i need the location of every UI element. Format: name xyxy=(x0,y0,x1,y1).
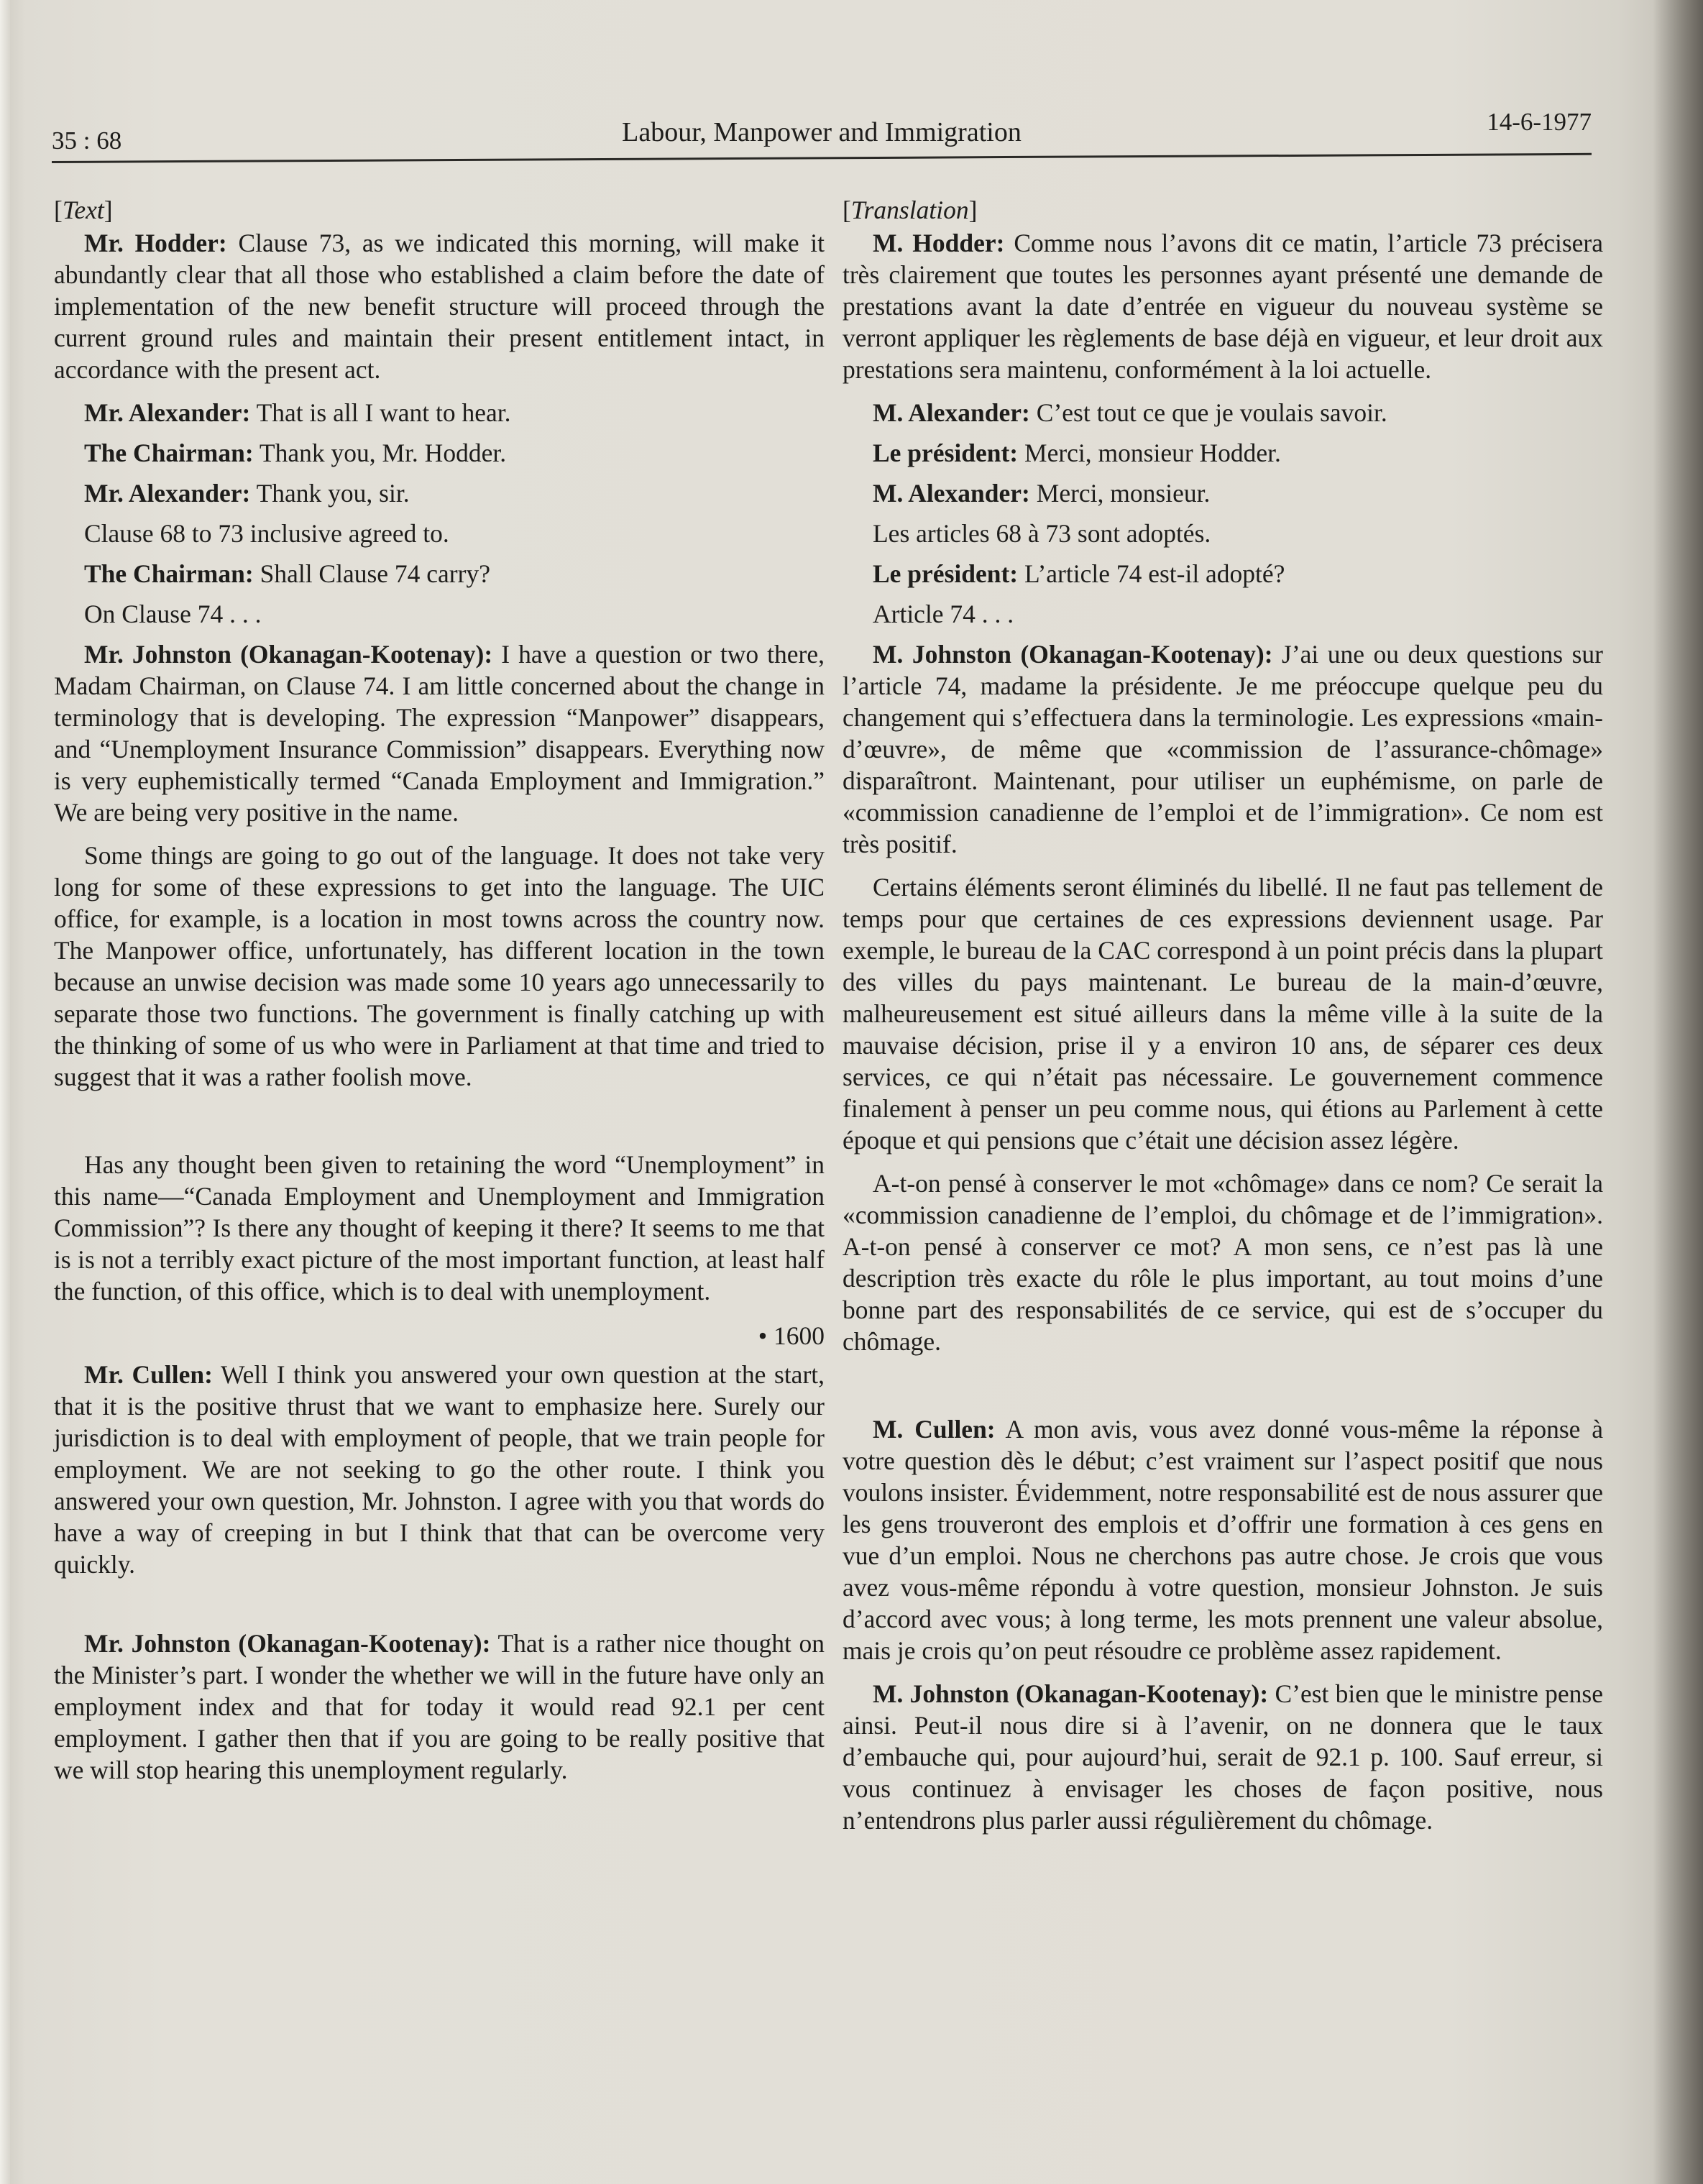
speaker-name: The Chairman: xyxy=(84,559,254,588)
speech-text: A mon avis, vous avez donné vous-même la réponse à votre question dès le début; c’est vraiment sur l’aspect positif que nous voulons insister. Évidemment, notre responsabilité est de nous assurer que les gens trouveront des emplois et d’offrir une formation à ces gens en vue d’un emploi. Nous ne cherchons pas autre chose. Je crois que vous avez vous-même répondu à votre question, monsieur Johnston. Je suis d’accord avec vous; à long terme, les mots prennent une valeur absolue, mais je crois qu’on peut résoudre ce problème assez rapidement. xyxy=(843,1415,1604,1665)
paragraph: Some things are going to go out of the language. It does not take very long for some of these expressions to get into the language. The UIC office, for example, is a location in most towns across the country now. The Manpower office, unfortunately, has different location in the town because an unwise decision was made some 10 years ago unnecessarily to separate those two functions. The government is finally catching up with the thinking of some of us who were in Parliament at that time and tried to suggest that it was a rather foolish move. xyxy=(54,841,825,1091)
speaker-name: M. Cullen: xyxy=(873,1415,996,1444)
speaker-name: Mr. Cullen: xyxy=(84,1360,213,1389)
speaker-name: M. Hodder: xyxy=(873,229,1005,257)
paragraph xyxy=(54,558,825,589)
speech-text: J’ai une ou deux questions sur l’article 74, madame la présidente. Je me préoccupe quelque peu du changement qui s’effectuera dans la terminologie. Les expressions «main-d’œuvre», de même que «commission de l’assurance-chômage» disparaîtront. Maintenant, pour utiliser un euphémisme, on parle de «commission canadienne de l’emploi et de l’immigration». Ce nom est très positif. xyxy=(843,640,1603,858)
speaker-name: M. Alexander: xyxy=(873,398,1030,427)
paragraph xyxy=(843,437,1603,469)
paragraph xyxy=(54,437,825,469)
paragraph: Certains éléments seront éliminés du libellé. Il ne faut pas tellement de temps pour que certaines de ces expressions deviennent usage. Par exemple, le bureau de la CAC correspond à un point précis dans la plupart des villes du pays maintenant. Le bureau de la main-d’œuvre, malheureusement est situé ailleurs dans la même ville à la suite de la mauvaise décision, prise il y a environ 10 ans, de séparer ces deux services, ce qui n’était pas nécessaire. Le gouvernement commence finalement à penser un peu comme nous, qui étions au Parlement à cette époque et qui pensions que c’était une décision assez légère. xyxy=(843,873,1603,1155)
speaker-name: Mr. Johnston (Okanagan-Kootenay): xyxy=(84,640,493,669)
book-gutter-shadow xyxy=(1653,0,1703,2184)
speaker-name: The Chairman: xyxy=(84,439,254,467)
paragraph xyxy=(54,397,825,428)
paragraph xyxy=(54,638,825,828)
time-marker: • 1600 xyxy=(758,1321,825,1350)
procedural-note: Clause 68 to 73 inclusive agreed to. xyxy=(84,519,449,548)
speech-text: Thank you, sir. xyxy=(250,479,410,508)
speech-text: I have a question or two there, Madam Chairman, on Clause 74. I am little concerned about the change in terminology that is developing. The expression “Manpower” disappears, and “Unemployment Insurance Commission” disappears. Everything now is very euphemistically termed “Canada Employment and Immigration.” We are being very positive in the name. xyxy=(54,640,825,827)
speech-text: C’est bien que le ministre pense ainsi. Peut-il nous dire si à l’avenir, on ne donnera que le taux d’embauche qui, pour aujourd’hui, serait de 92.1 p. 100. Sauf erreur, si vous continuez à envisager les choses de façon positive, nous n’entendrons plus parler aussi régulièrement du chômage. xyxy=(843,1679,1603,1835)
header-date: 14-6-1977 xyxy=(1487,108,1592,136)
text-tag: [Text] xyxy=(54,196,113,224)
speech-text: C’est tout ce que je voulais savoir. xyxy=(1029,398,1387,427)
speech-text: Shall Clause 74 carry? xyxy=(253,559,490,588)
procedural-note: Article 74 . . . xyxy=(873,600,1014,628)
english-column xyxy=(54,194,825,1797)
paragraph xyxy=(843,638,1603,860)
speaker-name: Mr. Alexander: xyxy=(84,479,251,508)
speaker-name: Mr. Johnston (Okanagan-Kootenay): xyxy=(84,1629,491,1658)
speaker-name: M. Johnston (Okanagan-Kootenay): xyxy=(873,640,1273,669)
paragraph xyxy=(843,558,1603,589)
speech-text: That is all I want to hear. xyxy=(250,398,511,427)
speech-text: Merci, monsieur Hodder. xyxy=(1018,439,1281,467)
speech-text: Merci, monsieur. xyxy=(1029,479,1211,508)
speaker-name: Le président: xyxy=(873,559,1019,588)
paragraph xyxy=(54,1359,825,1580)
paragraph: A-t-on pensé à conserver le mot «chômage» dans ce nom? Ce serait la «commission canadienne de l’emploi, du chômage et de l’immigration». A-t-on pensé à conserver ce mot? A mon sens, ce n’est pas là une description très exacte du rôle le plus important, au tout moins d’une bonne part des responsabilités de ce service, qui est de s’occuper du chômage. xyxy=(843,1169,1603,1356)
speaker-name: M. Alexander: xyxy=(873,479,1030,508)
translation-tag-label: Translation xyxy=(850,196,969,224)
procedural-note: On Clause 74 . . . xyxy=(84,600,262,628)
page-number: 35 : 68 xyxy=(52,127,122,155)
speaker-name: Mr. Alexander: xyxy=(84,398,251,427)
translation-tag: [Translation] xyxy=(843,196,978,224)
paragraph xyxy=(54,227,825,385)
paragraph: Has any thought been given to retaining the word “Unemployment” in this name—“Canada Employment and Unemployment and Immigration Commission”? Is there any thought of keeping it there? It seems to me that is is not a terribly exact picture of the most important function, at least half the function, of this office, which is to deal with unemployment. xyxy=(54,1150,825,1306)
page-left-edge xyxy=(0,0,10,2184)
paragraph xyxy=(54,477,825,509)
paragraph xyxy=(843,397,1603,428)
paragraph xyxy=(843,227,1603,385)
speaker-name: Mr. Hodder: xyxy=(84,229,227,257)
speech-text: That is a rather nice thought on the Minister’s part. I wonder the whether we will in the future have only an employment index and that for today it would read 92.1 per cent employment. I gather then that if you are going to be really positive that we will stop hearing this unemployment regularly. xyxy=(54,1629,825,1784)
procedural-note: Les articles 68 à 73 sont adoptés. xyxy=(873,519,1211,548)
paragraph xyxy=(843,1413,1603,1666)
speech-text: Well I think you answered your own question at the start, that it is the positive thrust that we want to emphasize here. Surely our jurisdiction is to deal with employment of people, that we train people for employment. We are not seeking to go the other route. I think you answered your own question, Mr. Johnston. I agree with you that words do have a way of creeping in but I think that that can be overcome very quickly. xyxy=(54,1360,825,1579)
speaker-name: M. Johnston (Okanagan-Kootenay): xyxy=(873,1679,1269,1708)
french-column xyxy=(843,194,1603,1848)
speech-text: Comme nous l’avons dit ce matin, l’article 73 précisera très clairement que toutes les personnes ayant présenté une demande de prestations avant la date d’entrée en vigueur du nouveau système se verront appliquer les règlements de base déjà en vigueur, et leur droit aux prestations sera maintenu, conformément à la loi actuelle. xyxy=(843,229,1603,384)
speech-text: Thank you, Mr. Hodder. xyxy=(253,439,507,467)
text-tag-label: Text xyxy=(62,196,104,224)
paragraph xyxy=(843,1678,1603,1836)
speech-text: Clause 73, as we indicated this morning, will make it abundantly clear that all those who established a claim before the date of implementation of the new benefit structure will proceed through the current ground rules and maintain their present entitlement intact, in accordance with the present act. xyxy=(54,229,825,384)
paragraph xyxy=(843,477,1603,509)
speaker-name: Le président: xyxy=(873,439,1019,467)
running-title: Labour, Manpower and Immigration xyxy=(622,117,1022,147)
speech-text: L’article 74 est-il adopté? xyxy=(1018,559,1285,588)
paragraph xyxy=(54,1628,825,1786)
